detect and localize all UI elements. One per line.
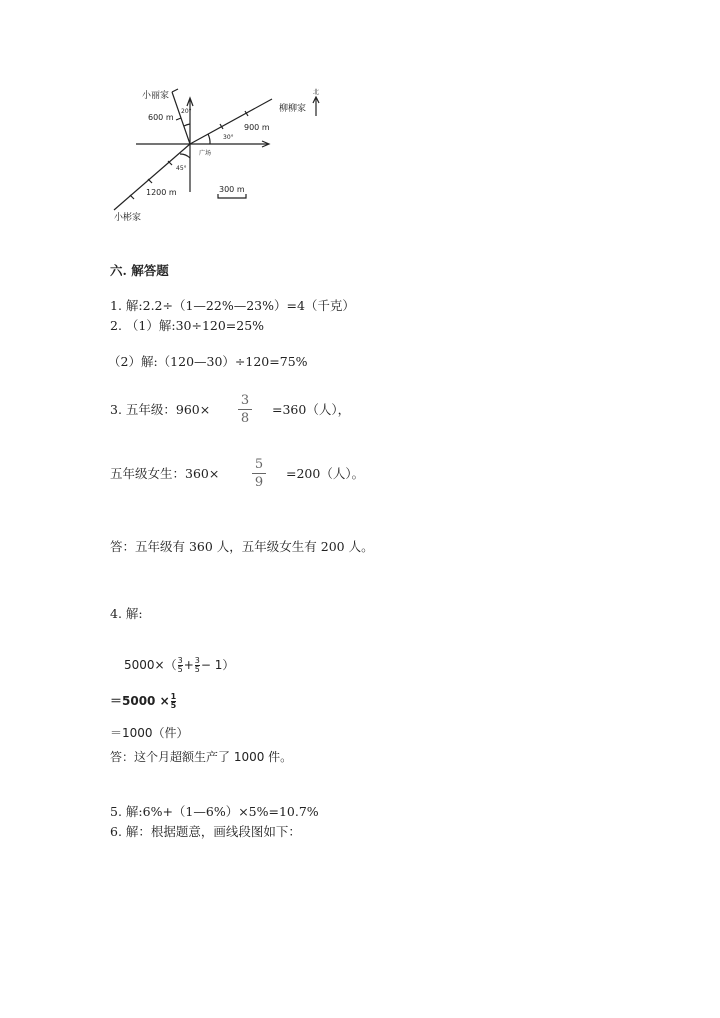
q4-fraction-3-5-b <box>195 657 200 674</box>
north-label: 北 <box>313 89 320 96</box>
q3-line1-suffix: =360（人）， <box>272 402 351 417</box>
q4-fraction-1-5 <box>171 693 177 710</box>
q2-solution-part1: 2. （1）解:30÷120=25% <box>110 318 265 333</box>
q3-line2-suffix: =200（人）。 <box>286 466 365 481</box>
q6-solution: 6. 解：根据题意，画线段图如下： <box>110 824 301 839</box>
q4-step3: ＝1000（件） <box>110 726 189 740</box>
q5-solution: 5. 解:6%+（1—6%）×5%=10.7% <box>110 804 319 819</box>
q3-answer: 答：五年级有 360 人，五年级女生有 200 人。 <box>110 539 374 554</box>
fraction-denominator: 5 <box>170 701 177 710</box>
scale-label: 300 m <box>219 185 245 194</box>
q3-line2-prefix: 五年级女生：360× <box>110 466 220 481</box>
section-title: 六. 解答题 <box>110 263 169 278</box>
liuliu-label: 柳柳家 <box>279 104 307 114</box>
q3-fraction-5-9 <box>252 457 266 490</box>
fraction-numerator: 3 <box>177 656 183 665</box>
scale-bar <box>218 194 246 198</box>
q4-plus: + <box>183 658 194 672</box>
xiaoli-label: 小丽家 <box>142 91 170 101</box>
q3-fraction-3-8 <box>238 393 252 426</box>
dist-600-label: 600 m <box>148 113 174 122</box>
angle-30-label: 30° <box>223 134 234 141</box>
fraction-numerator: 1 <box>170 692 177 701</box>
fraction-numerator: 3 <box>240 393 250 408</box>
path-to-xiaobin <box>114 144 190 210</box>
q4-expression <box>124 656 234 674</box>
direction-map-diagram <box>100 80 340 240</box>
q4-step2 <box>110 692 177 710</box>
angle-45-label: 45° <box>176 165 187 172</box>
dist-900-label: 900 m <box>244 123 270 132</box>
q4-label: 4. 解: <box>110 606 143 621</box>
fraction-numerator: 5 <box>254 457 264 472</box>
fraction-numerator: 3 <box>194 656 200 665</box>
q2-solution-part2: （2）解:（120—30）÷120=75% <box>108 354 308 369</box>
q4-fraction-3-5-a <box>178 657 183 674</box>
q4-step2-prefix: ＝5000 × <box>110 694 170 708</box>
fraction-denominator: 8 <box>240 411 250 426</box>
xiaobin-label: 小彬家 <box>114 213 142 223</box>
fraction-denominator: 5 <box>194 665 200 674</box>
fraction-denominator: 5 <box>177 665 183 674</box>
q1-solution: 1. 解:2.2÷（1—22%—23%）=4（千克） <box>110 298 355 313</box>
q4-expr-suffix: − 1） <box>200 658 235 672</box>
dist-1200-label: 1200 m <box>146 188 177 197</box>
q4-answer: 答：这个月超额生产了 1000 件。 <box>110 750 293 764</box>
square-label: 广场 <box>199 150 212 157</box>
angle-20-label: 20° <box>181 108 192 115</box>
q4-expr-prefix: 5000×（ <box>124 658 177 672</box>
fraction-denominator: 9 <box>254 475 264 490</box>
q3-line1-prefix: 3. 五年级：960× <box>110 402 211 417</box>
